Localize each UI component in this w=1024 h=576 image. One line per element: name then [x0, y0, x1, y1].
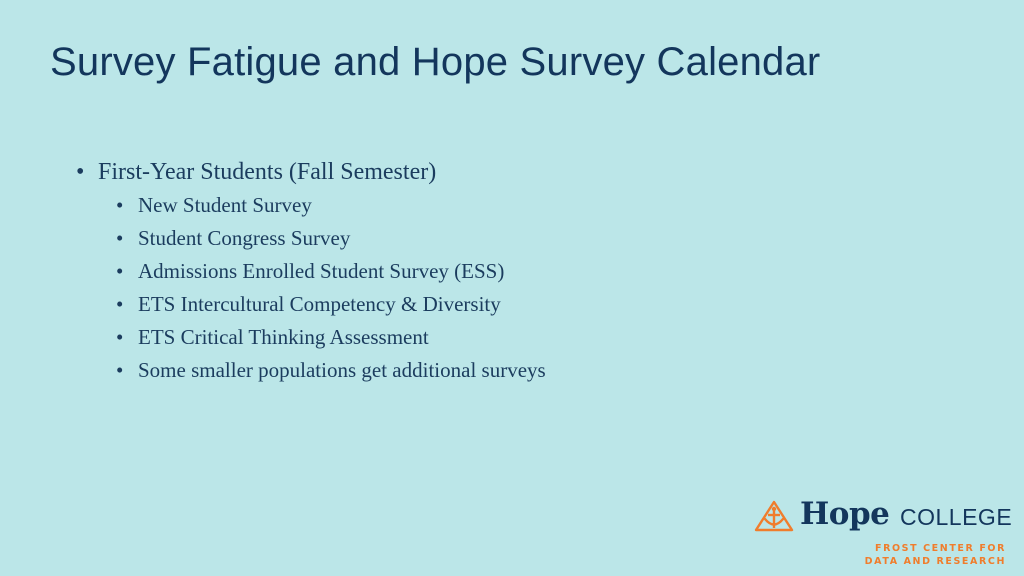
logo-hope-text: Hope	[800, 496, 890, 532]
bullet-text: First-Year Students (Fall Semester)	[98, 159, 437, 185]
sub-bullet-item: • New Student Survey	[116, 189, 546, 222]
slide-title: Survey Fatigue and Hope Survey Calendar	[50, 40, 821, 84]
bullet-list	[76, 156, 546, 387]
sub-bullet-item: • Admissions Enrolled Student Survey (ESS)	[116, 255, 546, 288]
logo-subtitle-line1: FROST CENTER FOR	[875, 543, 1006, 554]
bullet-item	[76, 156, 546, 387]
slide-content	[76, 156, 546, 387]
hope-college-logo	[754, 496, 1013, 570]
sub-bullet-item: • ETS Intercultural Competency & Diversity	[116, 288, 546, 321]
logo-subtitle-line2: DATA AND RESEARCH	[864, 556, 1006, 567]
sub-bullet-item: • Some smaller populations get additional surveys	[116, 354, 546, 387]
hope-anchor-icon	[754, 500, 794, 532]
sub-bullet-item: • Student Congress Survey	[116, 222, 546, 255]
logo-college-text: COLLEGE	[900, 504, 1013, 530]
sub-bullet-list	[98, 189, 546, 387]
sub-bullet-item: • ETS Critical Thinking Assessment	[116, 321, 546, 354]
